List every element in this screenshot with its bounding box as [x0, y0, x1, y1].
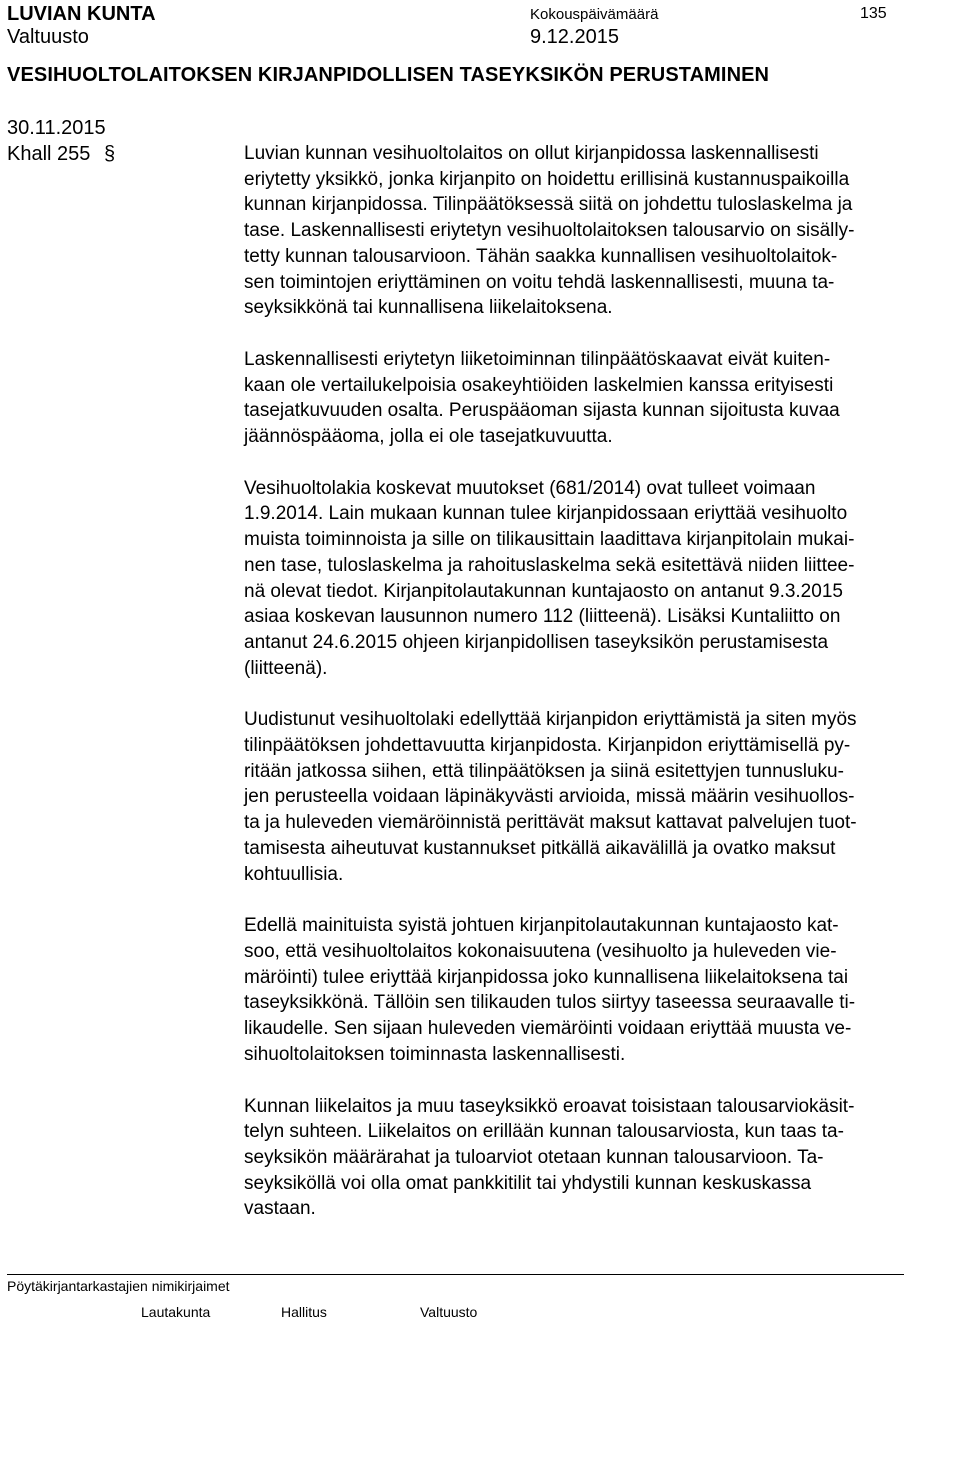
paragraph-line: tase. Laskennallisesti eriytetyn vesihuoltolaitoksen talousarvio on sisälly-: [244, 220, 855, 242]
meeting-date: 9.12.2015: [530, 26, 619, 48]
reviewer-initials-label: Pöytäkirjantarkastajien nimikirjaimet: [7, 1278, 230, 1294]
paragraph-line: tamisesta aiheutuvat kustannukset pitkällä aikavälillä ja ovatko maksut: [244, 837, 836, 859]
paragraph-line: ritään jatkossa siihen, että tilinpäätöksen ja siinä esitettyjen tunnusluku-: [244, 760, 844, 782]
paragraph-gap: [244, 321, 956, 347]
paragraph-line: kohtuullisia.: [244, 863, 344, 885]
paragraph-line: kaan ole vertailukelpoisia osakeyhtiöiden laskelmien kanssa erityisesti: [244, 374, 834, 396]
footer-divider: [7, 1274, 904, 1275]
paragraph-gap: [244, 681, 956, 707]
body-paragraph: [244, 1094, 956, 1223]
paragraph-line: kunnan kirjanpidossa. Tilinpäätöksessä siitä on johdettu tuloslaskelma ja: [244, 194, 853, 216]
paragraph-line: antanut 24.6.2015 ohjeen kirjanpidollisen taseyksikön perustamisesta: [244, 631, 829, 653]
paragraph-line: asiaa koskevan lausunnon numero 112 (liitteenä). Lisäksi Kuntaliitto on: [244, 606, 841, 628]
paragraph-line: tilinpäätöksen johdettavuutta kirjanpidosta. Kirjanpidon eriyttämisellä py-: [244, 735, 851, 757]
paragraph-line: taseyksikkönä. Tällöin sen tilikauden tulos siirtyy taseessa seuraavalle ti-: [244, 992, 856, 1014]
body-paragraph: [244, 707, 956, 887]
paragraph-line: Edellä mainituista syistä johtuen kirjanpitolautakunnan kuntajaosto kat-: [244, 915, 839, 937]
prior-meeting-ref: Khall 255: [7, 143, 91, 165]
paragraph-line: Kunnan liikelaitos ja muu taseyksikkö eroavat toisistaan talousarviokäsit-: [244, 1095, 855, 1117]
paragraph-line: sen toimintojen eriyttäminen on voitu tehdä laskennallisesti, muuna ta-: [244, 271, 835, 293]
paragraph-line: seyksikkönä tai kunnallisena liikelaitoksena.: [244, 297, 613, 319]
paragraph-line: muista toiminnoista ja sille on tilikausittain laadittava kirjanpitolain mukai-: [244, 529, 855, 551]
paragraph-line: Laskennallisesti eriytetyn liiketoiminnan tilinpäätöskaavat eivät kuiten-: [244, 348, 831, 370]
paragraph-line: tasejatkuvuuden osalta. Peruspääoman sijasta kunnan sijoitusta kuvaa: [244, 400, 840, 422]
paragraph-line: tetty kunnan talousarvioon. Tähän saakka kunnallisen vesihuoltolaitok-: [244, 245, 838, 267]
paragraph-line: märöinti) tulee eriyttää kirjanpidossa joko kunnallisena liikelaitoksena tai: [244, 966, 849, 988]
organization-name: LUVIAN KUNTA: [7, 3, 156, 25]
item-title: VESIHUOLTOLAITOKSEN KIRJANPIDOLLISEN TASEYKSIKÖN PERUSTAMINEN: [7, 64, 770, 86]
body-paragraph: [244, 141, 956, 321]
paragraph-line: soo, että vesihuoltolaitos kokonaisuutena (vesihuolto ja huleveden vie-: [244, 940, 837, 962]
paragraph-line: vastaan.: [244, 1198, 316, 1220]
section-mark: §: [104, 143, 116, 165]
paragraph-gap: [244, 1068, 956, 1094]
paragraph-line: likaudelle. Sen sijaan huleveden viemäröinti voidaan eriyttää muusta ve-: [244, 1018, 852, 1040]
prior-meeting-date: 30.11.2015: [7, 117, 106, 139]
paragraph-line: telyn suhteen. Liikelaitos on erillään kunnan talousarviosta, kun taas ta-: [244, 1121, 844, 1143]
meeting-date-label: Kokouspäivämäärä: [530, 6, 659, 23]
page-number: 135: [860, 5, 887, 22]
body-paragraph: [244, 347, 956, 450]
paragraph-line: sihuoltolaitoksen toiminnasta laskennallisesti.: [244, 1043, 626, 1065]
body-paragraph: [244, 913, 956, 1067]
paragraph-line: seyksiköllä voi olla omat pankkitilit tai yhdystili kunnan keskuskassa: [244, 1172, 812, 1194]
paragraph-line: ta ja huleveden viemäröinnistä perittävät maksut kattavat palvelujen tuot-: [244, 812, 857, 834]
paragraph-line: (liitteenä).: [244, 657, 328, 679]
body-paragraph: [244, 476, 956, 682]
item-body: [244, 141, 956, 1222]
signature-valtuusto: Valtuusto: [420, 1304, 478, 1320]
paragraph-line: Uudistunut vesihuoltolaki edellyttää kirjanpidon eriyttämistä ja siten myös: [244, 709, 857, 731]
paragraph-line: jäännöspääoma, jolla ei ole tasejatkuvuutta.: [244, 426, 613, 448]
signature-lautakunta: Lautakunta: [141, 1304, 211, 1320]
paragraph-line: 1.9.2014. Lain mukaan kunnan tulee kirjanpidossaan eriyttää vesihuolto: [244, 503, 848, 525]
paragraph-gap: [244, 887, 956, 913]
paragraph-line: Luvian kunnan vesihuoltolaitos on ollut kirjanpidossa laskennallisesti: [244, 143, 819, 164]
paragraph-line: seyksikön määrärahat ja tuloarviot otetaan kunnan talousarvioon. Ta-: [244, 1146, 824, 1168]
paragraph-line: Vesihuoltolakia koskevat muutokset (681/2014) ovat tulleet voimaan: [244, 477, 816, 499]
paragraph-line: jen perusteella voidaan läpinäkyvästi arvioida, missä määrin vesihuollos-: [244, 786, 855, 808]
paragraph-line: nen tase, tuloslaskelma ja rahoituslaskelma sekä esitettävä niiden liittee-: [244, 554, 855, 576]
signature-hallitus: Hallitus: [281, 1304, 327, 1320]
paragraph-gap: [244, 450, 956, 476]
council-name: Valtuusto: [7, 26, 89, 48]
paragraph-line: nä olevat tiedot. Kirjanpitolautakunnan kuntajaosto on antanut 9.3.2015: [244, 580, 843, 602]
paragraph-line: eriytetty yksikkö, jonka kirjanpito on hoidettu erillisinä kustannuspaikoilla: [244, 168, 850, 190]
